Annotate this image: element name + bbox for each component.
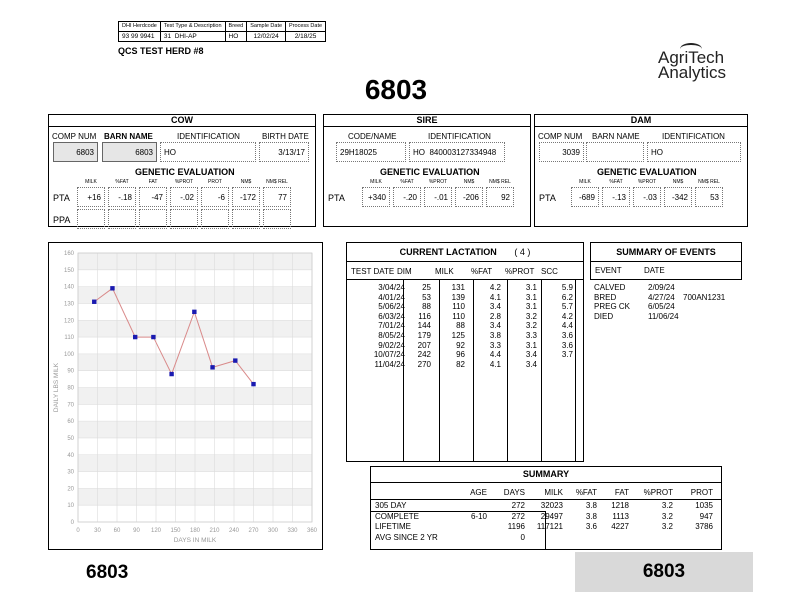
milk-chart bbox=[49, 243, 322, 549]
cow-pta-value: -.18 bbox=[108, 187, 136, 207]
cow-comp-num: 6803 bbox=[53, 142, 98, 162]
logo-arc-icon bbox=[680, 43, 702, 55]
summary-cell: 947 bbox=[699, 511, 713, 521]
sire-code-name: 29H18025 bbox=[336, 142, 406, 162]
lactation-cell: 3.6 bbox=[561, 340, 573, 350]
summary-cell: 1218 bbox=[611, 501, 629, 510]
lactation-cell: 53 bbox=[422, 292, 431, 302]
chart-data-point bbox=[233, 358, 237, 362]
chart-xtick-label: 120 bbox=[150, 528, 162, 534]
chart-ytick-label: 140 bbox=[63, 284, 74, 291]
lactation-col-divider bbox=[575, 279, 576, 461]
events-col-date: DATE bbox=[644, 266, 665, 275]
lactation-cell: 3.4 bbox=[525, 359, 537, 369]
chart-ytick-label: 80 bbox=[67, 385, 74, 392]
lactation-cell: 4.2 bbox=[561, 311, 573, 321]
dam-comp-num: 3039 bbox=[539, 142, 584, 162]
summary-cell: 3.2 bbox=[661, 511, 673, 521]
cow-birth-date: 3/13/17 bbox=[259, 142, 309, 162]
lactation-cell: 92 bbox=[456, 340, 465, 350]
lactation-cell: 242 bbox=[417, 350, 431, 360]
sire-identification bbox=[409, 142, 505, 162]
header-test-code: 31 bbox=[163, 33, 172, 40]
lactation-cell: 82 bbox=[456, 359, 465, 369]
sire-ge-header: MILK bbox=[370, 179, 382, 185]
cow-pta-value: -.02 bbox=[170, 187, 198, 207]
summary-col-header: %PROT bbox=[643, 488, 673, 497]
footer-animal-id-box: 6803 bbox=[575, 552, 753, 592]
cow-ge-title: GENETIC EVALUATION bbox=[135, 167, 235, 177]
lactation-cell: 10/07/24 bbox=[373, 350, 405, 360]
header-label-sample-date: Sample Date bbox=[247, 22, 286, 32]
lactation-cell: 3.2 bbox=[525, 321, 537, 331]
summary-cell: 3.8 bbox=[585, 501, 597, 510]
lactation-cell: 9/02/24 bbox=[378, 340, 405, 350]
lactation-cell: 5/06/24 bbox=[378, 302, 405, 312]
cow-pta-value: -6 bbox=[201, 187, 229, 207]
dam-ge-header: NM$ REL bbox=[698, 179, 720, 185]
lactation-cell: 3.8 bbox=[489, 331, 501, 340]
header-test-type bbox=[160, 32, 225, 42]
chart-xtick-label: 90 bbox=[133, 528, 140, 534]
cow-ppa-value bbox=[139, 209, 167, 229]
agritech-logo bbox=[658, 50, 768, 80]
dam-identification-label: IDENTIFICATION bbox=[662, 132, 725, 141]
cow-ppa-value bbox=[201, 209, 229, 229]
chart-ytick-label: 30 bbox=[67, 469, 74, 476]
cow-ppa-value bbox=[77, 209, 105, 229]
summary-cell: 0 bbox=[520, 532, 525, 542]
herd-name: QCS TEST HERD #8 bbox=[118, 46, 204, 56]
summary-col-header: PROT bbox=[690, 488, 713, 497]
lactation-cell: 4.2 bbox=[489, 283, 501, 292]
lactation-cell: 110 bbox=[452, 302, 465, 312]
header-process-date: 2/18/25 bbox=[286, 32, 326, 42]
dam-ge-title: GENETIC EVALUATION bbox=[597, 167, 697, 177]
lactation-cell: 3.1 bbox=[525, 292, 537, 302]
sire-pta-value: -.20 bbox=[393, 187, 421, 207]
sire-pta-value: -.01 bbox=[424, 187, 452, 207]
lactation-cell: 6.2 bbox=[561, 292, 573, 302]
lactation-cell: 7/01/24 bbox=[378, 321, 405, 331]
events-title: SUMMARY OF EVENTS bbox=[591, 243, 741, 262]
chart-xtick-label: 270 bbox=[248, 528, 259, 534]
cow-ge-header: MILK bbox=[85, 179, 97, 185]
lactation-cell: 139 bbox=[451, 292, 465, 302]
lactation-cell: 88 bbox=[456, 321, 465, 331]
chart-xtick-label: 150 bbox=[170, 528, 181, 534]
sire-ge-header: NM$ bbox=[463, 179, 475, 185]
chart-ylabel: DAILY LBS MILK bbox=[53, 362, 60, 413]
sire-ge-header: NM$ REL bbox=[489, 179, 511, 185]
cow-ppa-value bbox=[263, 209, 291, 229]
sire-pta-value: 92 bbox=[486, 187, 514, 207]
lactation-cell: 3/04/24 bbox=[378, 283, 405, 292]
cow-pta-label: PTA bbox=[53, 193, 70, 203]
dam-pta-value: 53 bbox=[695, 187, 723, 207]
lactation-cell: 3.4 bbox=[489, 302, 501, 312]
summary-cell: 1035 bbox=[695, 501, 713, 510]
lactation-cell: 88 bbox=[422, 302, 431, 312]
cow-ge-header: NM$ bbox=[240, 179, 252, 185]
chart-ytick-label: 90 bbox=[67, 368, 74, 375]
lactation-cell: 3.7 bbox=[561, 350, 573, 360]
summary-row-label: 305 DAY bbox=[375, 501, 407, 510]
dam-ge-header: NM$ bbox=[672, 179, 684, 185]
summary-col-header: AGE bbox=[470, 488, 487, 497]
sire-identification-label: IDENTIFICATION bbox=[428, 132, 491, 141]
lactation-cell: 116 bbox=[418, 311, 431, 321]
dam-pta-value: -342 bbox=[664, 187, 692, 207]
sire-title: SIRE bbox=[324, 115, 530, 127]
event-name: CALVED bbox=[594, 283, 626, 292]
cow-pta-value: -172 bbox=[232, 187, 260, 207]
lactation-cell: 25 bbox=[422, 283, 431, 292]
dam-ge-header: MILK bbox=[579, 179, 591, 185]
dam-pta-label: PTA bbox=[539, 193, 556, 203]
current-lactation-title: CURRENT LACTATION bbox=[399, 247, 497, 257]
summary-cell: 3.2 bbox=[661, 522, 673, 532]
header-test-desc: DHI-AP bbox=[174, 33, 197, 40]
header-table bbox=[118, 21, 326, 42]
lactation-col-header: DIM bbox=[397, 267, 412, 276]
chart-ytick-label: 0 bbox=[70, 520, 74, 526]
chart-ytick-label: 100 bbox=[63, 351, 74, 358]
lactation-number: ( 4 ) bbox=[514, 247, 531, 257]
event-date: 4/27/24 bbox=[648, 292, 675, 302]
summary-cell: 3786 bbox=[695, 522, 713, 532]
events-panel bbox=[590, 242, 742, 280]
chart-ytick-label: 60 bbox=[67, 419, 74, 426]
lactation-cell: 96 bbox=[456, 350, 465, 360]
chart-ytick-label: 70 bbox=[67, 402, 74, 409]
summary-col-header: FAT bbox=[614, 488, 629, 497]
summary-cell: 117121 bbox=[536, 522, 563, 532]
summary-cell: 4227 bbox=[611, 522, 629, 532]
chart-xtick-label: 0 bbox=[76, 528, 80, 534]
chart-xtick-label: 60 bbox=[113, 528, 121, 534]
chart-xtick-label: 210 bbox=[209, 528, 220, 534]
lactation-col-header: %PROT bbox=[505, 267, 535, 276]
summary-cell: 6-10 bbox=[470, 511, 487, 521]
animal-id-title: 6803 bbox=[364, 74, 428, 105]
chart-data-point bbox=[151, 335, 155, 339]
lactation-cell: 144 bbox=[417, 321, 431, 331]
dam-title: DAM bbox=[535, 115, 747, 127]
events-col-event: EVENT bbox=[595, 266, 622, 275]
lactation-cell: 125 bbox=[451, 331, 465, 340]
summary-cell: 29497 bbox=[540, 511, 563, 521]
logo-line1: AgriTech bbox=[658, 48, 725, 67]
cow-ppa-value bbox=[232, 209, 260, 229]
chart-xtick-label: 240 bbox=[228, 528, 240, 534]
dam-pta-value: -.03 bbox=[633, 187, 661, 207]
cow-pta-value: -47 bbox=[139, 187, 167, 207]
summary-cell: 3.8 bbox=[585, 511, 597, 521]
dam-barn-name bbox=[586, 142, 644, 162]
chart-ytick-label: 130 bbox=[63, 301, 74, 308]
lactation-cell: 3.1 bbox=[525, 283, 537, 292]
chart-xlabel: DAYS IN MILK bbox=[173, 537, 217, 544]
lactation-cell: 179 bbox=[417, 331, 431, 340]
dam-ge-header: %FAT bbox=[609, 179, 623, 185]
sire-ge-header: %FAT bbox=[400, 179, 414, 185]
summary-row-label: COMPLETE bbox=[375, 511, 420, 521]
header-sample-date: 12/02/24 bbox=[247, 32, 286, 42]
header-breed: HO bbox=[225, 32, 247, 42]
summary-header-divider bbox=[371, 499, 721, 500]
lactation-cell: 3.3 bbox=[525, 331, 537, 340]
lactation-cell: 11/04/24 bbox=[374, 359, 405, 369]
cow-ppa-value bbox=[170, 209, 198, 229]
dam-ge-header: %PROT bbox=[637, 179, 657, 185]
summary-label-frame bbox=[371, 511, 546, 550]
dam-identification: HO bbox=[647, 142, 741, 162]
event-date: 11/06/24 bbox=[648, 311, 679, 321]
event-name: DIED bbox=[594, 311, 614, 321]
cow-ge-header: %PROT bbox=[174, 179, 194, 185]
chart-ytick-label: 150 bbox=[63, 267, 74, 274]
chart-xtick-label: 330 bbox=[287, 528, 298, 534]
header-label-herdcode: DHI Herdcode bbox=[119, 22, 161, 32]
event-extra: 700AN1231 bbox=[683, 292, 726, 302]
event-name: PREG CK bbox=[594, 302, 631, 312]
summary-cell: 3.6 bbox=[585, 522, 597, 532]
milk-chart-panel bbox=[48, 242, 323, 550]
lactation-col-header: TEST DATE bbox=[351, 267, 395, 276]
summary-panel bbox=[370, 466, 722, 550]
lactation-cell: 4/01/24 bbox=[378, 292, 405, 302]
chart-data-point bbox=[110, 286, 114, 290]
header-label-process-date: Process Date bbox=[286, 22, 326, 32]
lactation-cell: 3.1 bbox=[525, 302, 537, 312]
chart-data-point bbox=[210, 365, 214, 369]
sire-pta-label: PTA bbox=[328, 193, 345, 203]
summary-cell: 32023 bbox=[540, 501, 563, 510]
chart-ytick-label: 50 bbox=[67, 435, 74, 442]
lactation-cell: 4.1 bbox=[489, 292, 501, 302]
header-label-breed: Breed bbox=[225, 22, 247, 32]
cow-pta-value: 77 bbox=[263, 187, 291, 207]
current-lactation-panel bbox=[346, 242, 584, 462]
cow-barn-name-label: BARN NAME bbox=[104, 132, 153, 141]
cow-barn-name: 6803 bbox=[102, 142, 157, 162]
dam-comp-num-label: COMP NUM bbox=[538, 132, 583, 141]
lactation-cell: 3.6 bbox=[561, 331, 573, 340]
summary-col-header: DAYS bbox=[503, 488, 525, 497]
lactation-cell: 207 bbox=[417, 340, 431, 350]
chart-ytick-label: 20 bbox=[67, 486, 74, 493]
chart-ytick-label: 110 bbox=[64, 335, 74, 342]
sire-code-name-label: CODE/NAME bbox=[348, 132, 397, 141]
cow-ge-header: NM$ REL bbox=[266, 179, 288, 185]
chart-data-point bbox=[92, 300, 96, 304]
lactation-header-divider bbox=[347, 279, 583, 280]
lactation-col-header: MILK bbox=[435, 267, 454, 276]
chart-xtick-label: 360 bbox=[306, 528, 318, 534]
cow-identification: HO bbox=[160, 142, 256, 162]
summary-cell: 3.2 bbox=[661, 501, 673, 510]
chart-data-point bbox=[169, 372, 173, 376]
lactation-cell: 4.4 bbox=[489, 350, 501, 360]
summary-cell: 272 bbox=[511, 511, 525, 521]
sire-panel bbox=[323, 114, 531, 227]
summary-title: SUMMARY bbox=[371, 467, 721, 483]
current-lactation-header bbox=[347, 243, 583, 262]
summary-cell: 272 bbox=[511, 501, 525, 510]
dam-barn-name-label: BARN NAME bbox=[592, 132, 640, 141]
events-list bbox=[590, 280, 750, 340]
chart-xtick-label: 30 bbox=[94, 528, 101, 534]
sire-ge-header: %PROT bbox=[428, 179, 448, 185]
summary-row-label: LIFETIME bbox=[375, 522, 412, 532]
lactation-cell: 3.4 bbox=[489, 321, 501, 331]
cow-pta-value: +16 bbox=[77, 187, 105, 207]
cow-birth-date-label: BIRTH DATE bbox=[262, 132, 309, 141]
summary-cell: 1113 bbox=[612, 511, 629, 521]
cow-comp-num-label: COMP NUM bbox=[52, 132, 97, 141]
chart-xtick-label: 180 bbox=[189, 528, 201, 534]
lactation-cell: 131 bbox=[451, 283, 465, 292]
chart-ytick-label: 40 bbox=[67, 452, 74, 459]
cow-ppa-label: PPA bbox=[53, 215, 71, 225]
dam-pta-value: -.13 bbox=[602, 187, 630, 207]
cow-ppa-value bbox=[108, 209, 136, 229]
lactation-cell: 110 bbox=[452, 311, 465, 321]
chart-ytick-label: 120 bbox=[63, 318, 74, 325]
lactation-cell: 3.4 bbox=[525, 350, 537, 360]
header-herdcode: 93 99 9941 bbox=[119, 32, 161, 42]
lactation-col-header: %FAT bbox=[471, 267, 493, 276]
sire-id-number: 840003127334948 bbox=[429, 148, 497, 157]
chart-xtick-label: 300 bbox=[267, 528, 279, 534]
dam-pta-value: -689 bbox=[571, 187, 599, 207]
sire-pta-value: +340 bbox=[362, 187, 390, 207]
summary-col-header: %FAT bbox=[575, 488, 597, 497]
header-label-test-type: Test Type & Description bbox=[160, 22, 225, 32]
lactation-cell: 4.1 bbox=[489, 359, 501, 369]
event-name: BRED bbox=[594, 292, 617, 302]
lactation-col-header: SCC bbox=[541, 267, 558, 276]
chart-ytick-label: 160 bbox=[63, 251, 74, 257]
chart-data-point bbox=[133, 335, 137, 339]
lactation-cell: 3.3 bbox=[489, 340, 501, 350]
sire-pta-value: -206 bbox=[455, 187, 483, 207]
summary-row-label: AVG SINCE 2 YR bbox=[375, 532, 438, 542]
summary-col-header: MILK bbox=[544, 488, 563, 497]
summary-cell: 1196 bbox=[507, 522, 525, 532]
sire-ge-title: GENETIC EVALUATION bbox=[380, 167, 480, 177]
lactation-cell: 5.7 bbox=[561, 302, 573, 312]
lactation-cell: 270 bbox=[417, 359, 431, 369]
event-date: 2/09/24 bbox=[648, 283, 675, 292]
cow-ge-header: FAT bbox=[148, 179, 158, 185]
lactation-cell: 3.1 bbox=[525, 340, 537, 350]
event-date: 6/05/24 bbox=[648, 302, 675, 312]
lactation-cell: 8/05/24 bbox=[378, 331, 405, 340]
lactation-cell: 4.4 bbox=[561, 321, 573, 331]
chart-data-point bbox=[192, 310, 196, 314]
cow-ge-header: PROT bbox=[208, 179, 222, 185]
lactation-cell: 2.8 bbox=[489, 311, 501, 321]
cow-panel bbox=[48, 114, 316, 227]
footer-animal-id: 6803 bbox=[86, 562, 129, 583]
lactation-cell: 5.9 bbox=[561, 283, 573, 292]
logo-line2: Analytics bbox=[658, 63, 727, 82]
cow-title: COW bbox=[49, 115, 315, 127]
lactation-cell: 6/03/24 bbox=[378, 311, 405, 321]
chart-data-point bbox=[251, 382, 255, 386]
chart-ytick-label: 10 bbox=[67, 503, 74, 510]
cow-ge-header: %FAT bbox=[115, 179, 129, 185]
sire-breed: HO bbox=[413, 148, 425, 157]
lactation-cell: 3.2 bbox=[525, 311, 537, 321]
dam-panel bbox=[534, 114, 748, 227]
cow-identification-label: IDENTIFICATION bbox=[177, 132, 240, 141]
